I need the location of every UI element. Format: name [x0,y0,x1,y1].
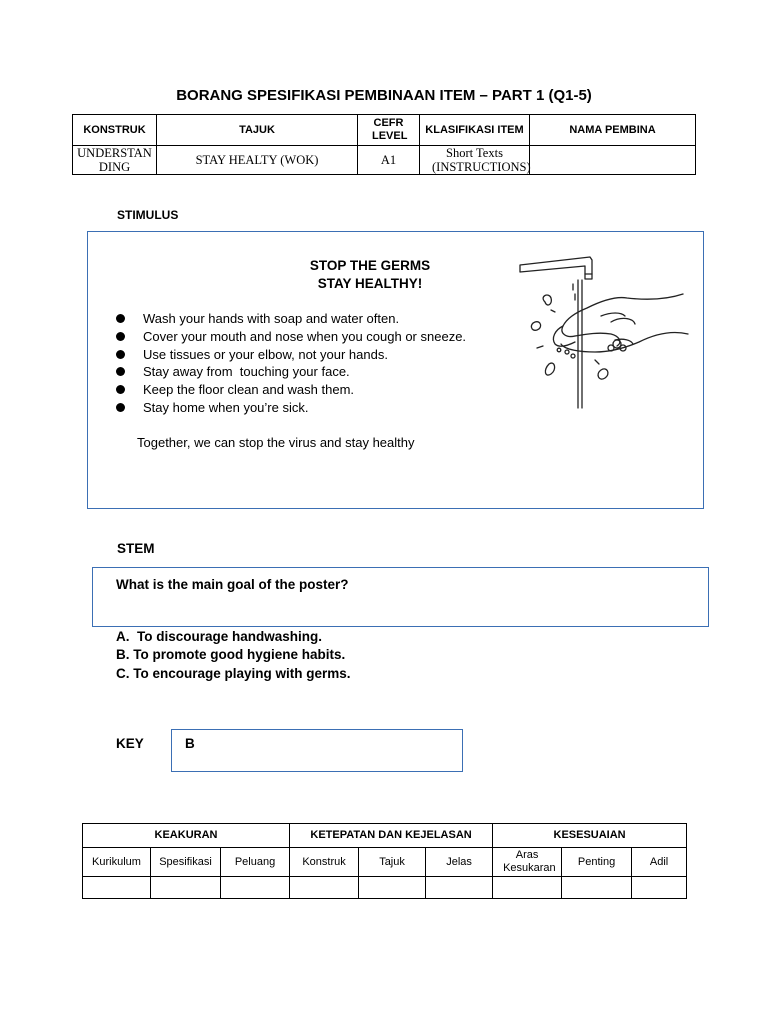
bullet-dot-icon [116,385,125,394]
list-item [115,381,466,399]
group-keakuran: KEAKURAN [83,824,290,848]
list-item-text: Use tissues or your elbow, not your hands. [143,346,388,362]
stimulus-closing: Together, we can stop the virus and stay healthy [137,435,415,450]
cell-jelas[interactable] [426,877,493,899]
list-item-text: Keep the floor clean and wash them. [143,382,355,398]
stimulus-bullet-list [115,310,466,417]
evaluation-input-row [83,877,687,899]
col-konstruk: Konstruk [290,848,359,877]
col-spesifikasi: Spesifikasi [151,848,221,877]
spec-header-klasifikasi: KLASIFIKASI ITEM [420,115,530,146]
key-value: B [185,736,195,751]
answer-options [116,628,351,683]
spec-header-row [73,115,696,146]
stimulus-title [270,257,470,293]
list-item-text: Stay home when you’re sick. [143,399,309,415]
spec-header-nama-pembina: NAMA PEMBINA [530,115,696,146]
spec-value-nama-pembina[interactable] [530,146,696,175]
list-item-text: Cover your mouth and nose when you cough or sneeze. [143,328,467,344]
stimulus-title-line1: STOP THE GERMS [309,258,431,273]
option-b: B. To promote good hygiene habits. [116,647,346,663]
group-ketepatan: KETEPATAN DAN KEJELASAN [290,824,493,848]
bullet-dot-icon [116,332,125,341]
spec-header-konstruk: KONSTRUK [73,115,157,146]
cell-penting[interactable] [562,877,632,899]
spec-table [72,114,696,175]
cell-peluang[interactable] [221,877,290,899]
spec-value-cefr: A1 [358,146,420,175]
option-c: C. To encourage playing with germs. [116,665,351,681]
bullet-dot-icon [116,367,125,376]
spec-value-klasifikasi: Short Texts (INSTRUCTIONS) [420,146,530,175]
cell-tajuk[interactable] [359,877,426,899]
spec-value-row [73,146,696,175]
list-item-text: Stay away from touching your face. [143,364,350,380]
bullet-dot-icon [116,314,125,323]
list-item-text: Wash your hands with soap and water often. [143,311,400,326]
evaluation-group-row [83,824,687,848]
col-aras-kesukaran: Aras Kesukaran [493,848,562,877]
col-jelas: Jelas [426,848,493,877]
col-adil: Adil [632,848,687,877]
col-peluang: Peluang [221,848,290,877]
option-a: A. To discourage handwashing. [116,629,323,644]
stem-box [92,567,709,627]
cell-kurikulum[interactable] [83,877,151,899]
col-kurikulum: Kurikulum [83,848,151,877]
stem-question: What is the main goal of the poster? [116,577,349,592]
group-kesesuaian: KESESUAIAN [493,824,687,848]
bullet-dot-icon [116,350,125,359]
spec-header-tajuk: TAJUK [157,115,358,146]
bullet-dot-icon [116,403,125,412]
list-item [115,328,466,346]
list-item [115,310,466,328]
handwashing-under-tap-icon [515,252,700,412]
stem-label: STEM [117,541,155,556]
list-item [115,363,466,381]
list-item [115,399,466,417]
cell-spesifikasi[interactable] [151,877,221,899]
spec-value-tajuk: STAY HEALTY (WOK) [157,146,358,175]
cell-konstruk[interactable] [290,877,359,899]
key-box [171,729,463,772]
col-penting: Penting [562,848,632,877]
cell-aras-kesukaran[interactable] [493,877,562,899]
list-item [115,346,466,364]
form-title: BORANG SPESIFIKASI PEMBINAAN ITEM – PART 1 (Q1-5) [176,87,592,104]
evaluation-table [82,823,687,899]
cell-adil[interactable] [632,877,687,899]
key-label: KEY [116,736,144,751]
stimulus-title-line2: STAY HEALTHY! [317,276,423,291]
spec-value-konstruk: UNDERSTANDING [73,146,157,175]
spec-header-cefr: CEFR LEVEL [358,115,420,146]
col-tajuk: Tajuk [359,848,426,877]
stimulus-label: STIMULUS [117,208,179,222]
evaluation-column-row [83,848,687,877]
